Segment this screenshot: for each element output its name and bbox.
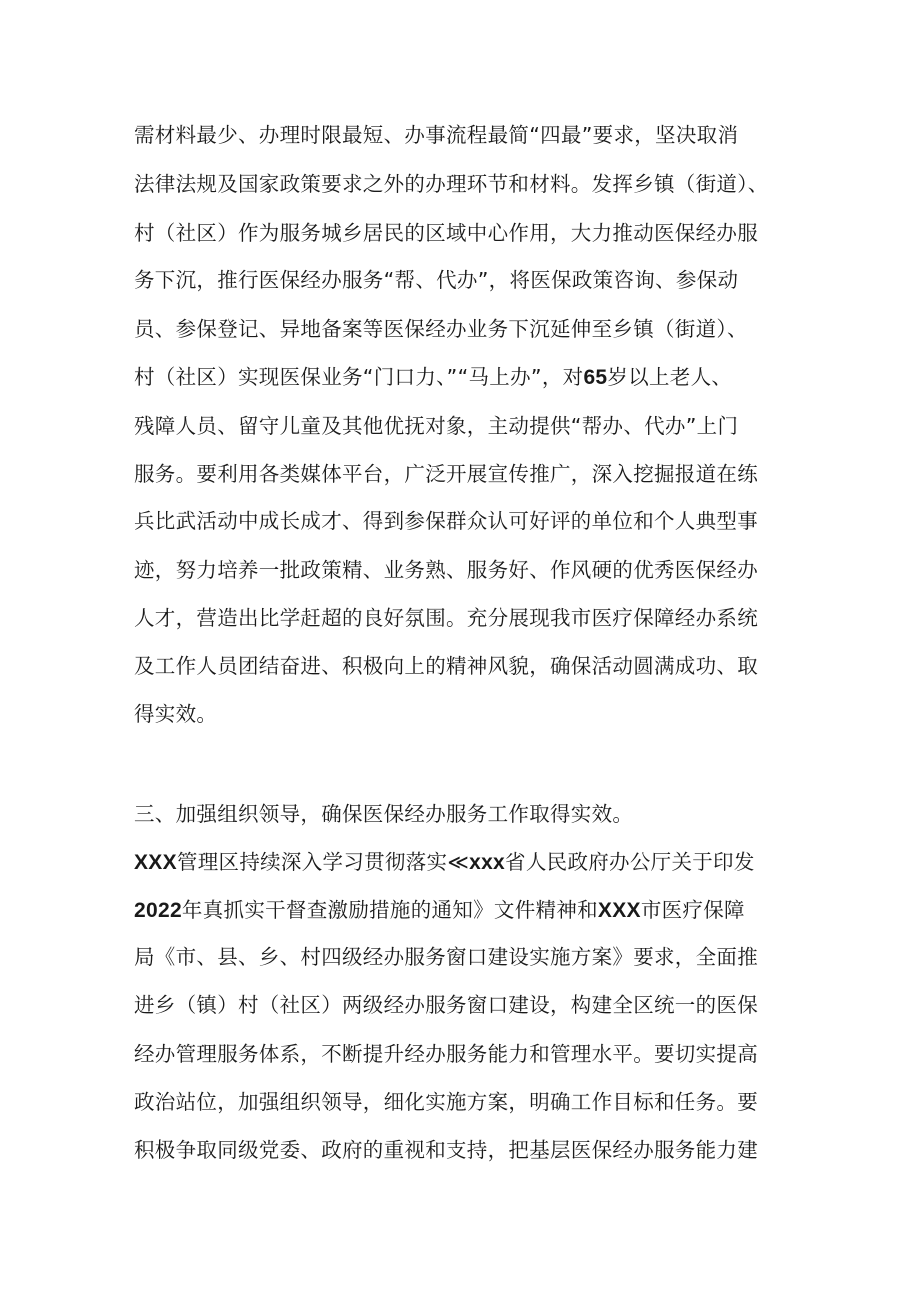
text-segment: 村（社区）实现医保业务“门口力、”“马上办”，对 <box>134 365 584 389</box>
paragraph-line: 残障人员、留守儿童及其他优抚对象，主动提供“帮办、代办”上门 <box>134 414 739 438</box>
paragraph-line: 得实效。 <box>134 702 218 726</box>
text-segment: 岁以上老人、 <box>607 365 733 389</box>
text-segment: 市医疗保障 <box>640 898 745 922</box>
bold-text: XXX <box>134 851 177 874</box>
paragraph-line: 兵比武活动中成长成才、得到参保群众认可好评的单位和个人典型事 <box>134 509 758 533</box>
bold-text: xxx <box>469 851 506 874</box>
paragraph-line: 政治站位，加强组织领导，细化实施方案，明确工作目标和任务。要 <box>134 1090 758 1114</box>
text-segment: 管理区持续深入学习贯彻落实≪ <box>176 850 470 874</box>
paragraph-line: 积极争取同级党委、政府的重视和支持，把基层医保经办服务能力建 <box>134 1138 758 1162</box>
bold-number: 65 <box>583 366 608 389</box>
bold-text: XXX <box>597 899 641 922</box>
paragraph-line <box>134 895 745 926</box>
paragraph-line: 局《市、县、乡、村四级经办服务窗口建设实施方案》要求，全面推 <box>134 945 758 969</box>
text-segment: 年真抓实干督查激励措施的通知》文件精神和 <box>181 898 598 922</box>
paragraph-line: 村（社区）作为服务城乡居民的区域中心作用，大力推动医保经办服 <box>134 221 758 245</box>
paragraph-line <box>134 362 732 393</box>
paragraph-line: 经办管理服务体系，不断提升经办服务能力和管理水平。要切实提高 <box>134 1042 758 1066</box>
text-segment: 省人民政府办公厅关于印发 <box>505 850 755 874</box>
section-heading: 三、加强组织领导，确保医保经办服务工作取得实效。 <box>134 802 634 826</box>
paragraph-line: 人才，营造出比学赶超的良好氛围。充分展现我市医疗保障经办系统 <box>134 606 758 630</box>
paragraph-line: 迹，努力培养一批政策精、业务熟、服务好、作风硬的优秀医保经办 <box>134 558 758 582</box>
paragraph-line <box>134 847 755 878</box>
paragraph-line: 法律法规及国家政策要求之外的办理环节和材料。发挥乡镇（街道）、 <box>134 172 769 196</box>
paragraph-line: 服务。要利用各类媒体平台，广泛开展宣传推广，深入挖掘报道在练 <box>134 462 758 486</box>
paragraph-line: 进乡（镇）村（社区）两级经办服务窗口建设，构建全区统一的医保 <box>134 993 758 1017</box>
paragraph-line: 需材料最少、办理时限最短、办事流程最简“四最”要求，坚决取消 <box>134 123 739 147</box>
paragraph-line: 及工作人员团结奋进、积极向上的精神风貌，确保活动圆满成功、取 <box>134 654 758 678</box>
paragraph-line: 员、参保登记、异地备案等医保经办业务下沉延伸至乡镇（街道）、 <box>134 317 748 341</box>
bold-number: 2022 <box>134 899 182 922</box>
paragraph-line: 务下沉，推行医保经办服务“帮、代办”，将医保政策咨询、参保动 <box>134 268 739 292</box>
